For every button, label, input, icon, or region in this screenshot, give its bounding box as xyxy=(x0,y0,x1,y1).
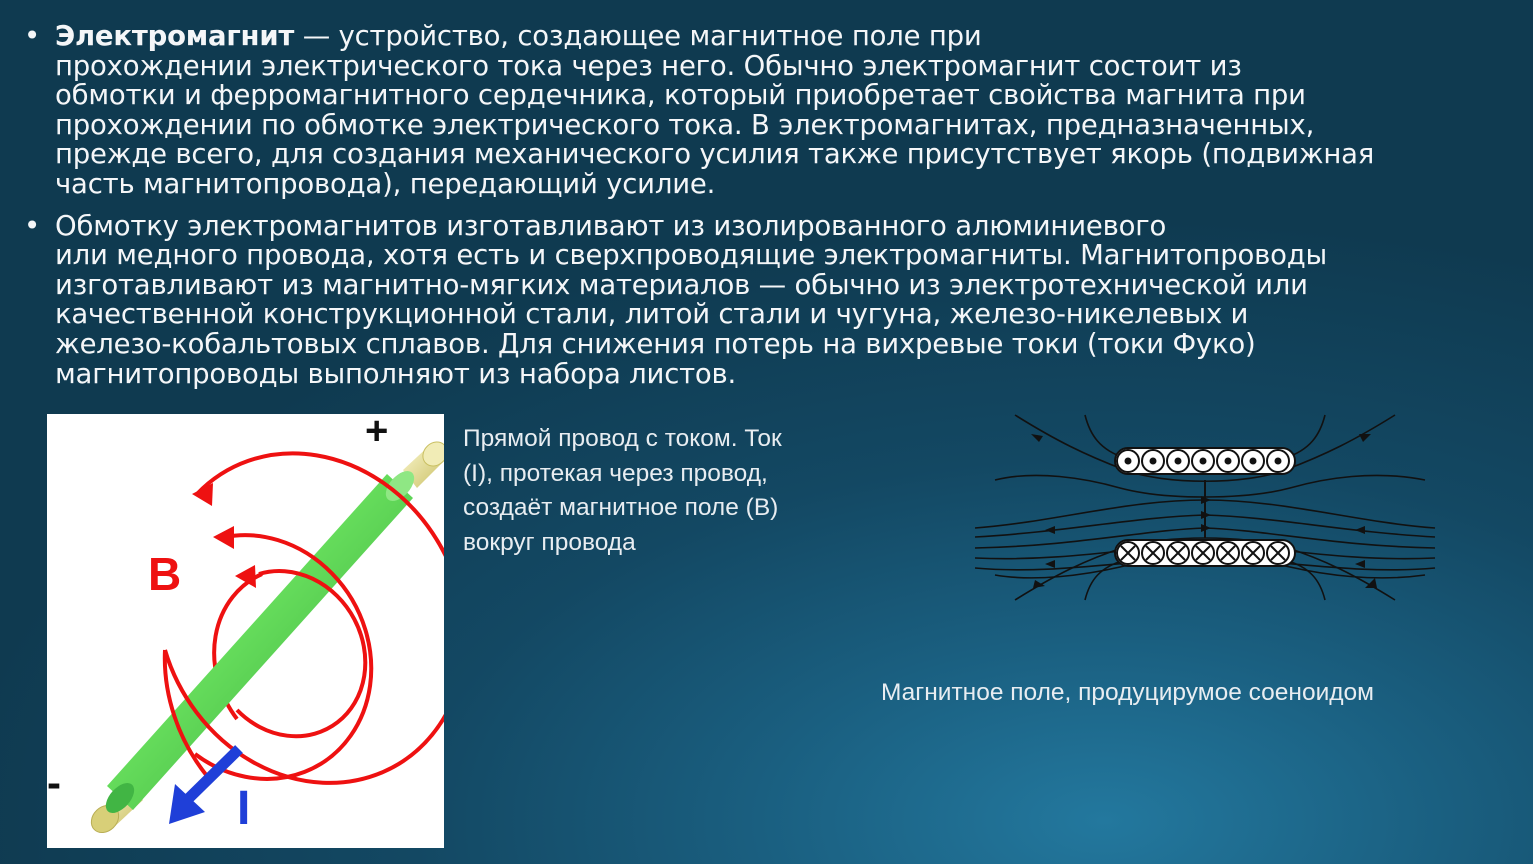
bullet-line: магнитопроводы выполняют из набора листов. xyxy=(55,357,737,390)
bullet-electromagnet xyxy=(22,22,1502,200)
bullet-line: прежде всего, для создания механического усилия также присутствует якорь (подвижная xyxy=(55,138,1375,171)
solenoid-svg xyxy=(975,410,1445,610)
wire-caption-line: создаёт магнитное поле (B) xyxy=(463,494,779,522)
wire-caption-line: (I), протекая через провод, xyxy=(463,459,768,487)
bullet-line: или медного провода, хотя есть и сверхпроводящие электромагниты. Магнитопроводы xyxy=(55,239,1328,272)
wire-field-figure xyxy=(47,414,444,848)
plus-terminal-label: + xyxy=(365,414,389,453)
minus-terminal-label: - xyxy=(47,759,61,806)
field-label: B xyxy=(148,548,182,600)
bullet-line: прохождении электрического тока через него. Обычно электромагнит состоит из xyxy=(55,49,1242,82)
bullet-marker: • xyxy=(24,20,41,52)
solenoid-figure xyxy=(975,410,1445,614)
bullet-line: железо-кобальтовых сплавов. Для снижения потерь на вихревые токи (токи Фуко) xyxy=(55,327,1256,360)
term-electromagnet: Электромагнит xyxy=(55,20,295,52)
wire-caption-line: Прямой провод с током. Ток xyxy=(463,425,782,452)
text-content xyxy=(22,22,1502,389)
bullet-line: часть магнитопровода), передающий усилие. xyxy=(55,167,716,200)
coil-row-top xyxy=(1115,448,1295,474)
wire-caption xyxy=(463,422,863,560)
wire-caption-line: вокруг провода xyxy=(463,528,636,556)
bullet-line: обмотки и ферромагнитного сердечника, который приобретает свойства магнита при xyxy=(55,79,1306,112)
bullet-line: изготавливают из магнитно-мягких материалов — обычно из электротехнической или xyxy=(55,268,1308,301)
bullet-line: Электромагнит — устройство, создающее магнитное поле при xyxy=(55,20,982,52)
bullet-line: Обмотку электромагнитов изготавливают из изолированного алюминиевого xyxy=(55,209,1167,242)
coil-row-bottom xyxy=(1115,540,1295,566)
wire-field-svg xyxy=(47,414,444,848)
field-arrow-icon xyxy=(213,526,234,549)
current-label: I xyxy=(237,782,251,835)
bullet-line: прохождении по обмотке электрического тока. В электромагнитах, предназначенных, xyxy=(55,108,1315,141)
bullet-line: качественной конструкционной стали, литой стали и чугуна, железо-никелевых и xyxy=(55,298,1249,331)
bullet-marker: • xyxy=(24,209,41,242)
solenoid-caption: Магнитное поле, продуцирумое соеноидом xyxy=(881,679,1375,706)
bullet-winding xyxy=(22,209,1502,390)
